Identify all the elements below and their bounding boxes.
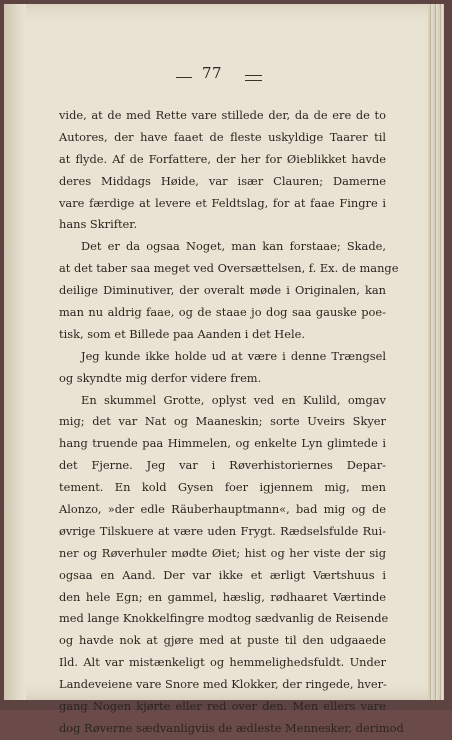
text-line: og havde nok at gjøre med at puste til den udgaaede (59, 633, 386, 648)
page-number: 77 (202, 64, 223, 82)
text-line: deres Middags Høide, var især Clauren; Damerne (59, 173, 386, 188)
text-line: dog Røverne sædvanligviis de ædleste Mennesker, derimod (59, 720, 404, 735)
text-line: Alonzo, »der edle Räuberhauptmann«, bad mig og de (59, 502, 386, 517)
text-line: tement. En kold Gysen foer igjennem mig, men (59, 480, 386, 495)
page-edges (428, 4, 444, 700)
text-line: tisk, som et Billede paa Aanden i det Hele. (59, 326, 305, 341)
text-line: det Fjerne. Jeg var i Røverhistoriernes Depar- (59, 458, 386, 473)
header-rule-right (245, 75, 262, 81)
text-line: ner og Røverhuler mødte Øiet; hist og her viste der sig (59, 545, 386, 560)
text-line: Jeg kunde ikke holde ud at være i denne Trængsel (81, 348, 386, 363)
text-line: Ild. Alt var mistænkeligt og hemmelighedsfuldt. Under (59, 655, 386, 670)
text-line: vare færdige at levere et Feldtslag, for at faae Fingre i (59, 195, 386, 210)
text-line: at det taber saa meget ved Oversættelsen, f. Ex. de mange (59, 261, 399, 276)
text-line: gang Nogen kjørte eller red over den. Men ellers vare (59, 699, 386, 714)
text-line: med lange Knokkelfingre modtog sædvanlig de Reisende (59, 611, 389, 626)
text-line: man nu aldrig faae, og de staae jo dog saa gauske poe- (59, 305, 386, 320)
text-line: den hele Egn; en gammel, hæslig, rødhaaret Værtinde (59, 589, 386, 604)
page-header (4, 64, 444, 84)
text-line: Autores, der have faaet de fleste uskyldige Taarer til (59, 129, 386, 144)
text-line: En skummel Grotte, oplyst ved en Kulild, omgav (81, 392, 386, 407)
page-gutter (4, 4, 26, 700)
text-line: at flyde. Af de Forfattere, der her for Øieblikket havde (59, 151, 386, 166)
text-line: øvrige Tilskuere at være uden Frygt. Rædselsfulde Rui- (59, 523, 386, 538)
text-line: vide, at de med Rette vare stillede der, da de ere de to (59, 108, 386, 122)
text-line: Det er da ogsaa Noget, man kan forstaae; Skade, (81, 239, 386, 254)
header-rule-left (176, 77, 192, 78)
text-line: mig; det var Nat og Maaneskin; sorte Uveirs Skyer (59, 414, 386, 429)
text-line: hang truende paa Himmelen, og enkelte Lyn glimtede i (59, 436, 386, 451)
text-line: og skyndte mig derfor videre frem. (59, 370, 262, 385)
text-line: deilige Diminutiver, der overalt møde i Originalen, kan (59, 283, 386, 298)
text-line: ogsaa en Aand. Der var ikke et ærligt Værtshuus i (59, 567, 386, 582)
text-line: hans Skrifter. (59, 217, 138, 232)
body-text (59, 105, 404, 740)
book-page (4, 4, 444, 735)
text-line: Landeveiene vare Snore med Klokker, der ringede, hver- (59, 677, 387, 692)
